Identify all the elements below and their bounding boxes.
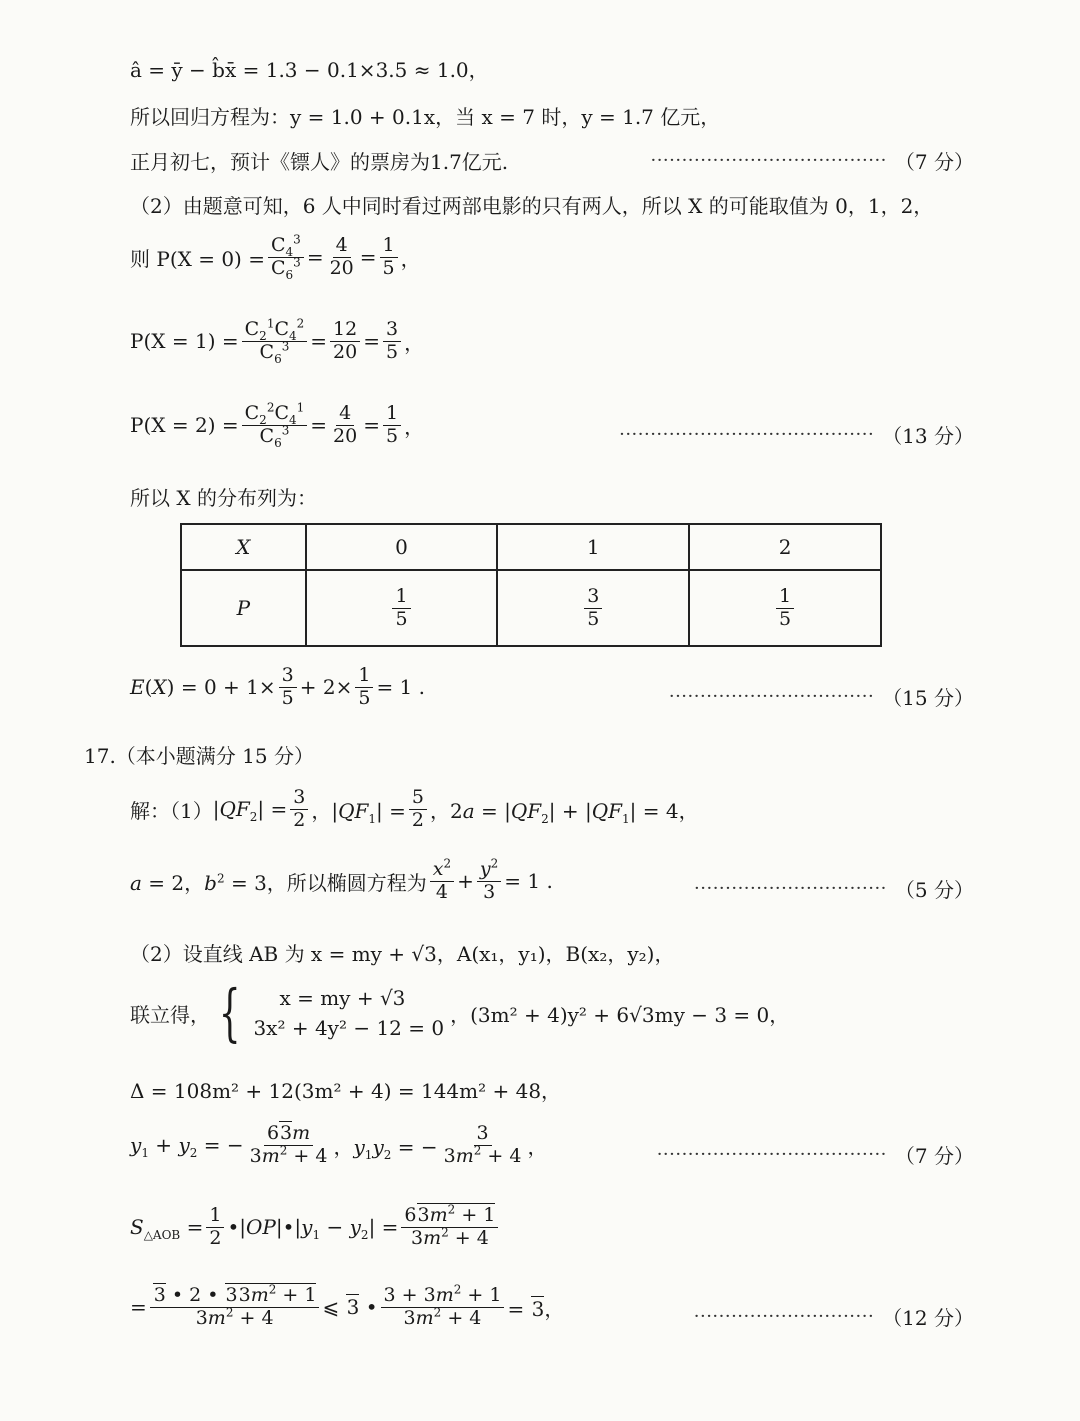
solution-line-3: （2）设直线 AB 为 x = my + √3，A(x₁，y₁)，B(x₂，y₂)， bbox=[130, 942, 675, 966]
table-cell: 1 bbox=[497, 524, 689, 570]
score-mark-13: ········································· （13 分） bbox=[619, 424, 974, 448]
area-line: $S_{\triangle AOB}$ = $\frac{1}{2}$ $•|OP|•|y_1 - y_2|$ = $\frac{63m^2 + 1}{3m^2 + 4}$ bbox=[130, 1206, 501, 1249]
expectation-line: E(X) = 0 + 1× $\frac{3}{5}$ + 2× $\frac{1}{5}$ = 1 . bbox=[130, 664, 425, 709]
score-mark-5: ······························· （5 分） bbox=[694, 878, 974, 902]
fraction-c43-c63: $\frac{C_4^3}{C_6^3}$ bbox=[268, 236, 304, 279]
table-header-row bbox=[181, 524, 881, 570]
question-17-title: 17.（本小题满分 15 分） bbox=[84, 744, 314, 768]
equation-system-line: 联立得， { x = my + √3 3x² + 4y² − 12 = 0 ，(3m² + 4)y² + 6√3my − 3 = 0， bbox=[130, 976, 790, 1049]
score-mark-7b: ····································· （7 分） bbox=[656, 1144, 974, 1168]
table-cell: $\frac{1}{5}$ bbox=[306, 570, 498, 646]
vieta-line: $y_1 + y_2$ = − $\frac{63m}{3m^2 + 4}$ ，$y_1y_2$ = − $\frac{3}{3m^2 + 4}$ ， bbox=[130, 1122, 548, 1167]
table-cell: $\frac{3}{5}$ bbox=[497, 570, 689, 646]
table-row bbox=[181, 570, 881, 646]
text-line-regression: 所以回归方程为：y = 1.0 + 0.1x，当 x = 7 时，y = 1.7 亿元， bbox=[130, 105, 721, 129]
table-cell: 0 bbox=[306, 524, 498, 570]
left-brace: { bbox=[218, 976, 241, 1049]
prob-x1-line: P(X = 1) = $\frac{C_2^1C_4^2}{C_6^3}$ = $\frac{12}{20}$ = $\frac{3}{5}$ ， bbox=[130, 316, 425, 366]
solution-line-1: 解：（1） $|QF_2|$ = $\frac{3}{2}$ ，$|QF_1|$ = $\frac{5}{2}$ ，$2a = |QF_2| + |QF_1| = 4$， bbox=[130, 786, 699, 831]
text-line-forecast: 正月初七，预计《镖人》的票房为1.7亿元. bbox=[130, 150, 509, 174]
prob-x0-line: 则 P(X = 0) = $\frac{C_4^3}{C_6^3}$ = $\frac{4}{20}$ = $\frac{1}{5}$ ， bbox=[130, 232, 421, 282]
table-cell: P bbox=[181, 570, 306, 646]
solution-line-delta: Δ = 108m² + 12(3m² + 4) = 144m² + 48， bbox=[130, 1079, 562, 1103]
distribution-table bbox=[180, 523, 882, 647]
solution-line-2: a = 2，$b^2 = 3$，所以椭圆方程为 $\frac{x^2}{4}$ + $\frac{y^2}{3}$ = 1 . bbox=[130, 856, 553, 903]
score-mark-7: ······································ （7 分） bbox=[650, 150, 974, 174]
prob-x2-line: P(X = 2) = $\frac{C_2^2C_4^1}{C_6^3}$ = $\frac{4}{20}$ = $\frac{1}{5}$ ， bbox=[130, 400, 425, 450]
text-line-a-hat: â = ȳ − b̂x̄ = 1.3 − 0.1×3.5 ≈ 1.0， bbox=[130, 58, 489, 82]
text-line-part2: （2）由题意可知，6 人中同时看过两部电影的只有两人，所以 X 的可能取值为 0，1，2， bbox=[130, 194, 934, 218]
score-mark-15: ································· （15 分） bbox=[668, 686, 974, 710]
score-mark-12: ····························· （12 分） bbox=[693, 1306, 974, 1330]
text-line-distribution: 所以 X 的分布列为： bbox=[130, 486, 317, 510]
table-cell: 2 bbox=[689, 524, 881, 570]
table-cell: $\frac{1}{5}$ bbox=[689, 570, 881, 646]
inequality-line: = $\frac{3 • 2 • 33m^2 + 1}{3m^2 + 4}$ ⩽ 3 • $\frac{3 + 3m^2 + 1}{3m^2 + 4}$ = 3， bbox=[130, 1282, 565, 1329]
table-cell: X bbox=[181, 524, 306, 570]
equation-system: x = my + √3 3x² + 4y² − 12 = 0 bbox=[253, 986, 445, 1040]
